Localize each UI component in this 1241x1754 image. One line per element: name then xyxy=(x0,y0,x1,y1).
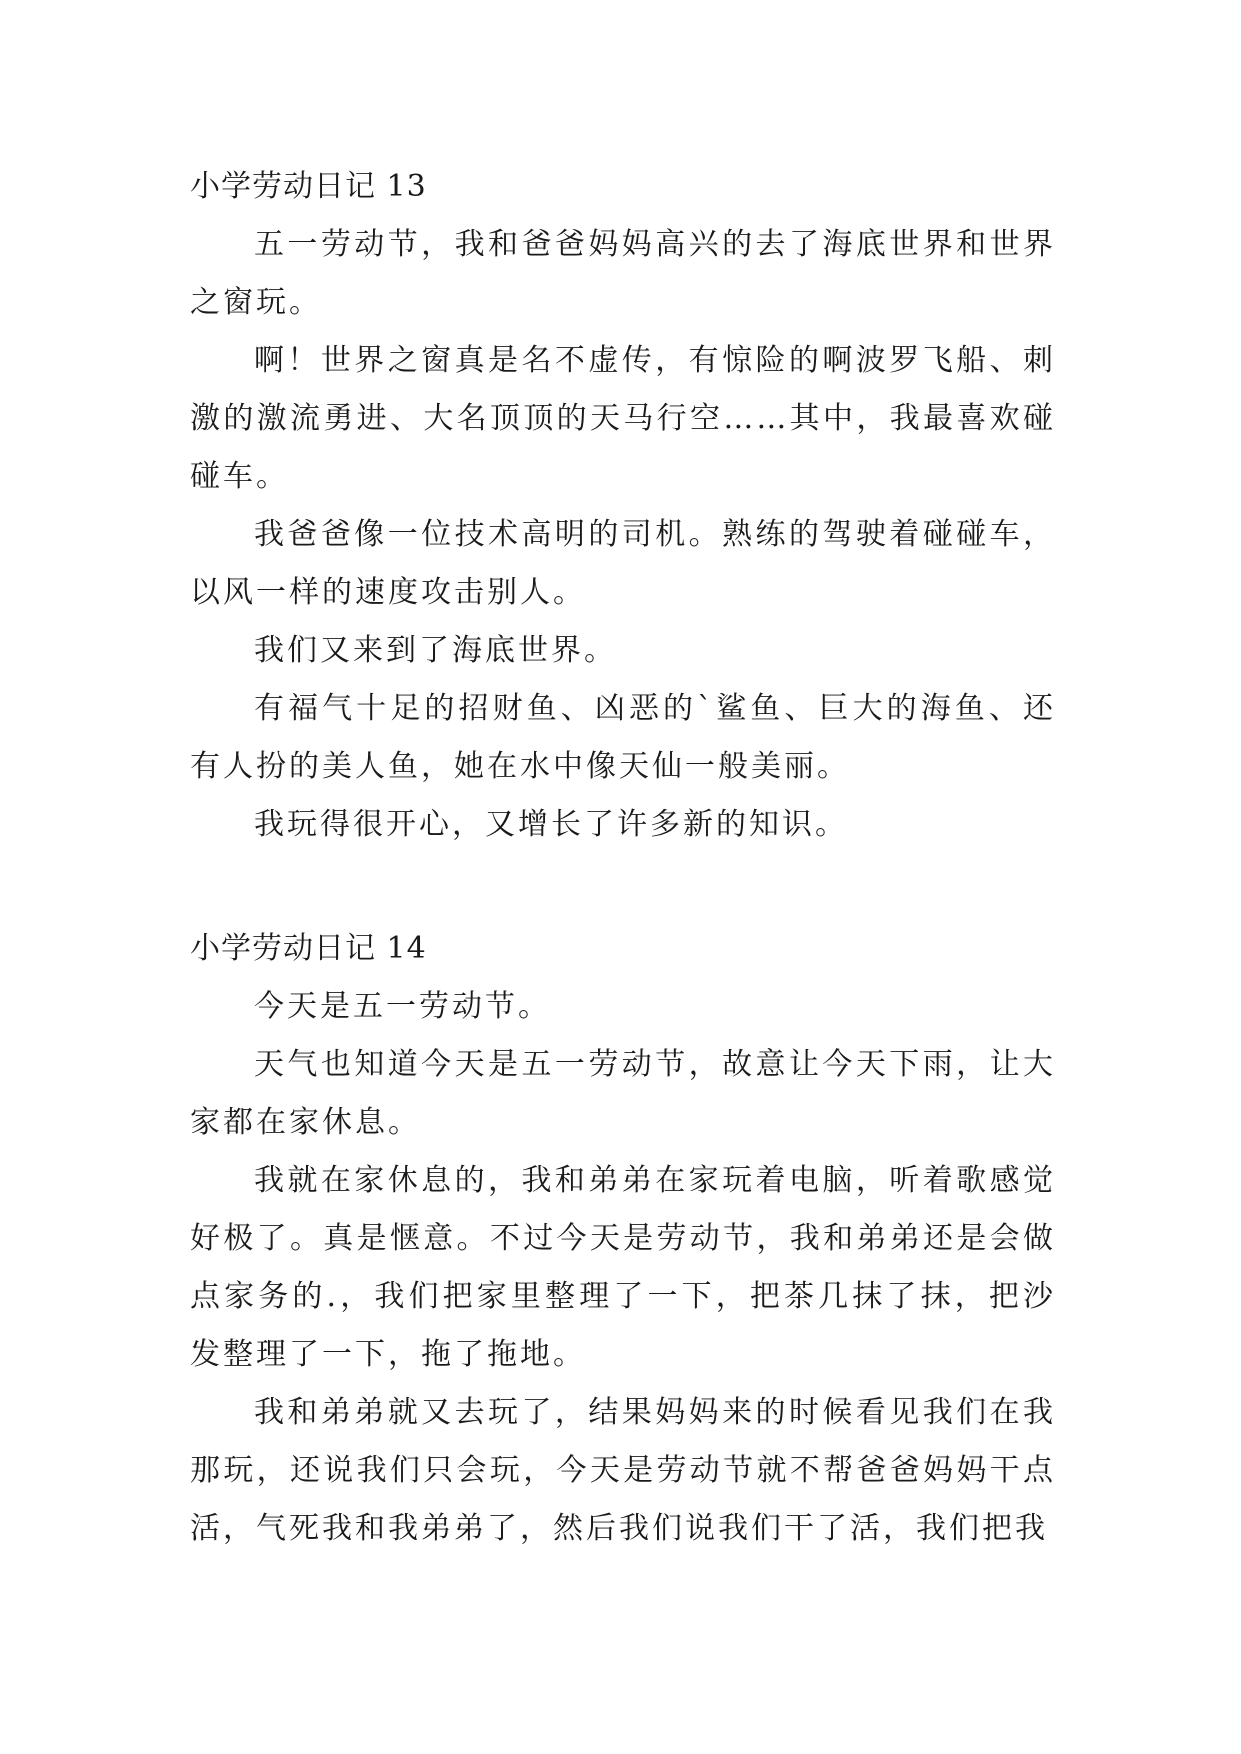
entry-title: 小学劳动日记 14 xyxy=(190,931,427,966)
paragraph: 啊！世界之窗真是名不虚传，有惊险的啊波罗飞船、刺激的激流勇进、大名顶顶的天马行空……其中，我最喜欢碰碰车。 xyxy=(190,343,1056,494)
paragraph: 有福气十足的招财鱼、凶恶的`鲨鱼、巨大的海鱼、还有人扮的美人鱼，她在水中像天仙一般美丽。 xyxy=(190,691,1056,784)
diary-entry-13 xyxy=(190,158,1056,854)
paragraph: 我们又来到了海底世界。 xyxy=(254,633,617,668)
paragraph: 五一劳动节，我和爸爸妈妈高兴的去了海底世界和世界之窗玩。 xyxy=(190,227,1056,320)
diary-entry-14 xyxy=(190,920,1056,1558)
paragraph: 我爸爸像一位技术高明的司机。熟练的驾驶着碰碰车，以风一样的速度攻击别人。 xyxy=(190,517,1056,610)
paragraph: 我就在家休息的，我和弟弟在家玩着电脑，听着歌感觉好极了。真是惬意。不过今天是劳动节，我和弟弟还是会做点家务的.，我们把家里整理了一下，把茶几抹了抹，把沙发整理了一下，拖了拖地。 xyxy=(190,1163,1056,1372)
paragraph: 天气也知道今天是五一劳动节，故意让今天下雨，让大家都在家休息。 xyxy=(190,1047,1056,1140)
paragraph: 我玩得很开心，又增长了许多新的知识。 xyxy=(254,807,848,842)
paragraph: 今天是五一劳动节。 xyxy=(254,989,551,1024)
paragraph: 我和弟弟就又去玩了，结果妈妈来的时候看见我们在我那玩，还说我们只会玩，今天是劳动节就不帮爸爸妈妈干点活，气死我和我弟弟了，然后我们说我们干了活，我们把我 xyxy=(190,1395,1056,1546)
entry-title: 小学劳动日记 13 xyxy=(190,169,427,204)
